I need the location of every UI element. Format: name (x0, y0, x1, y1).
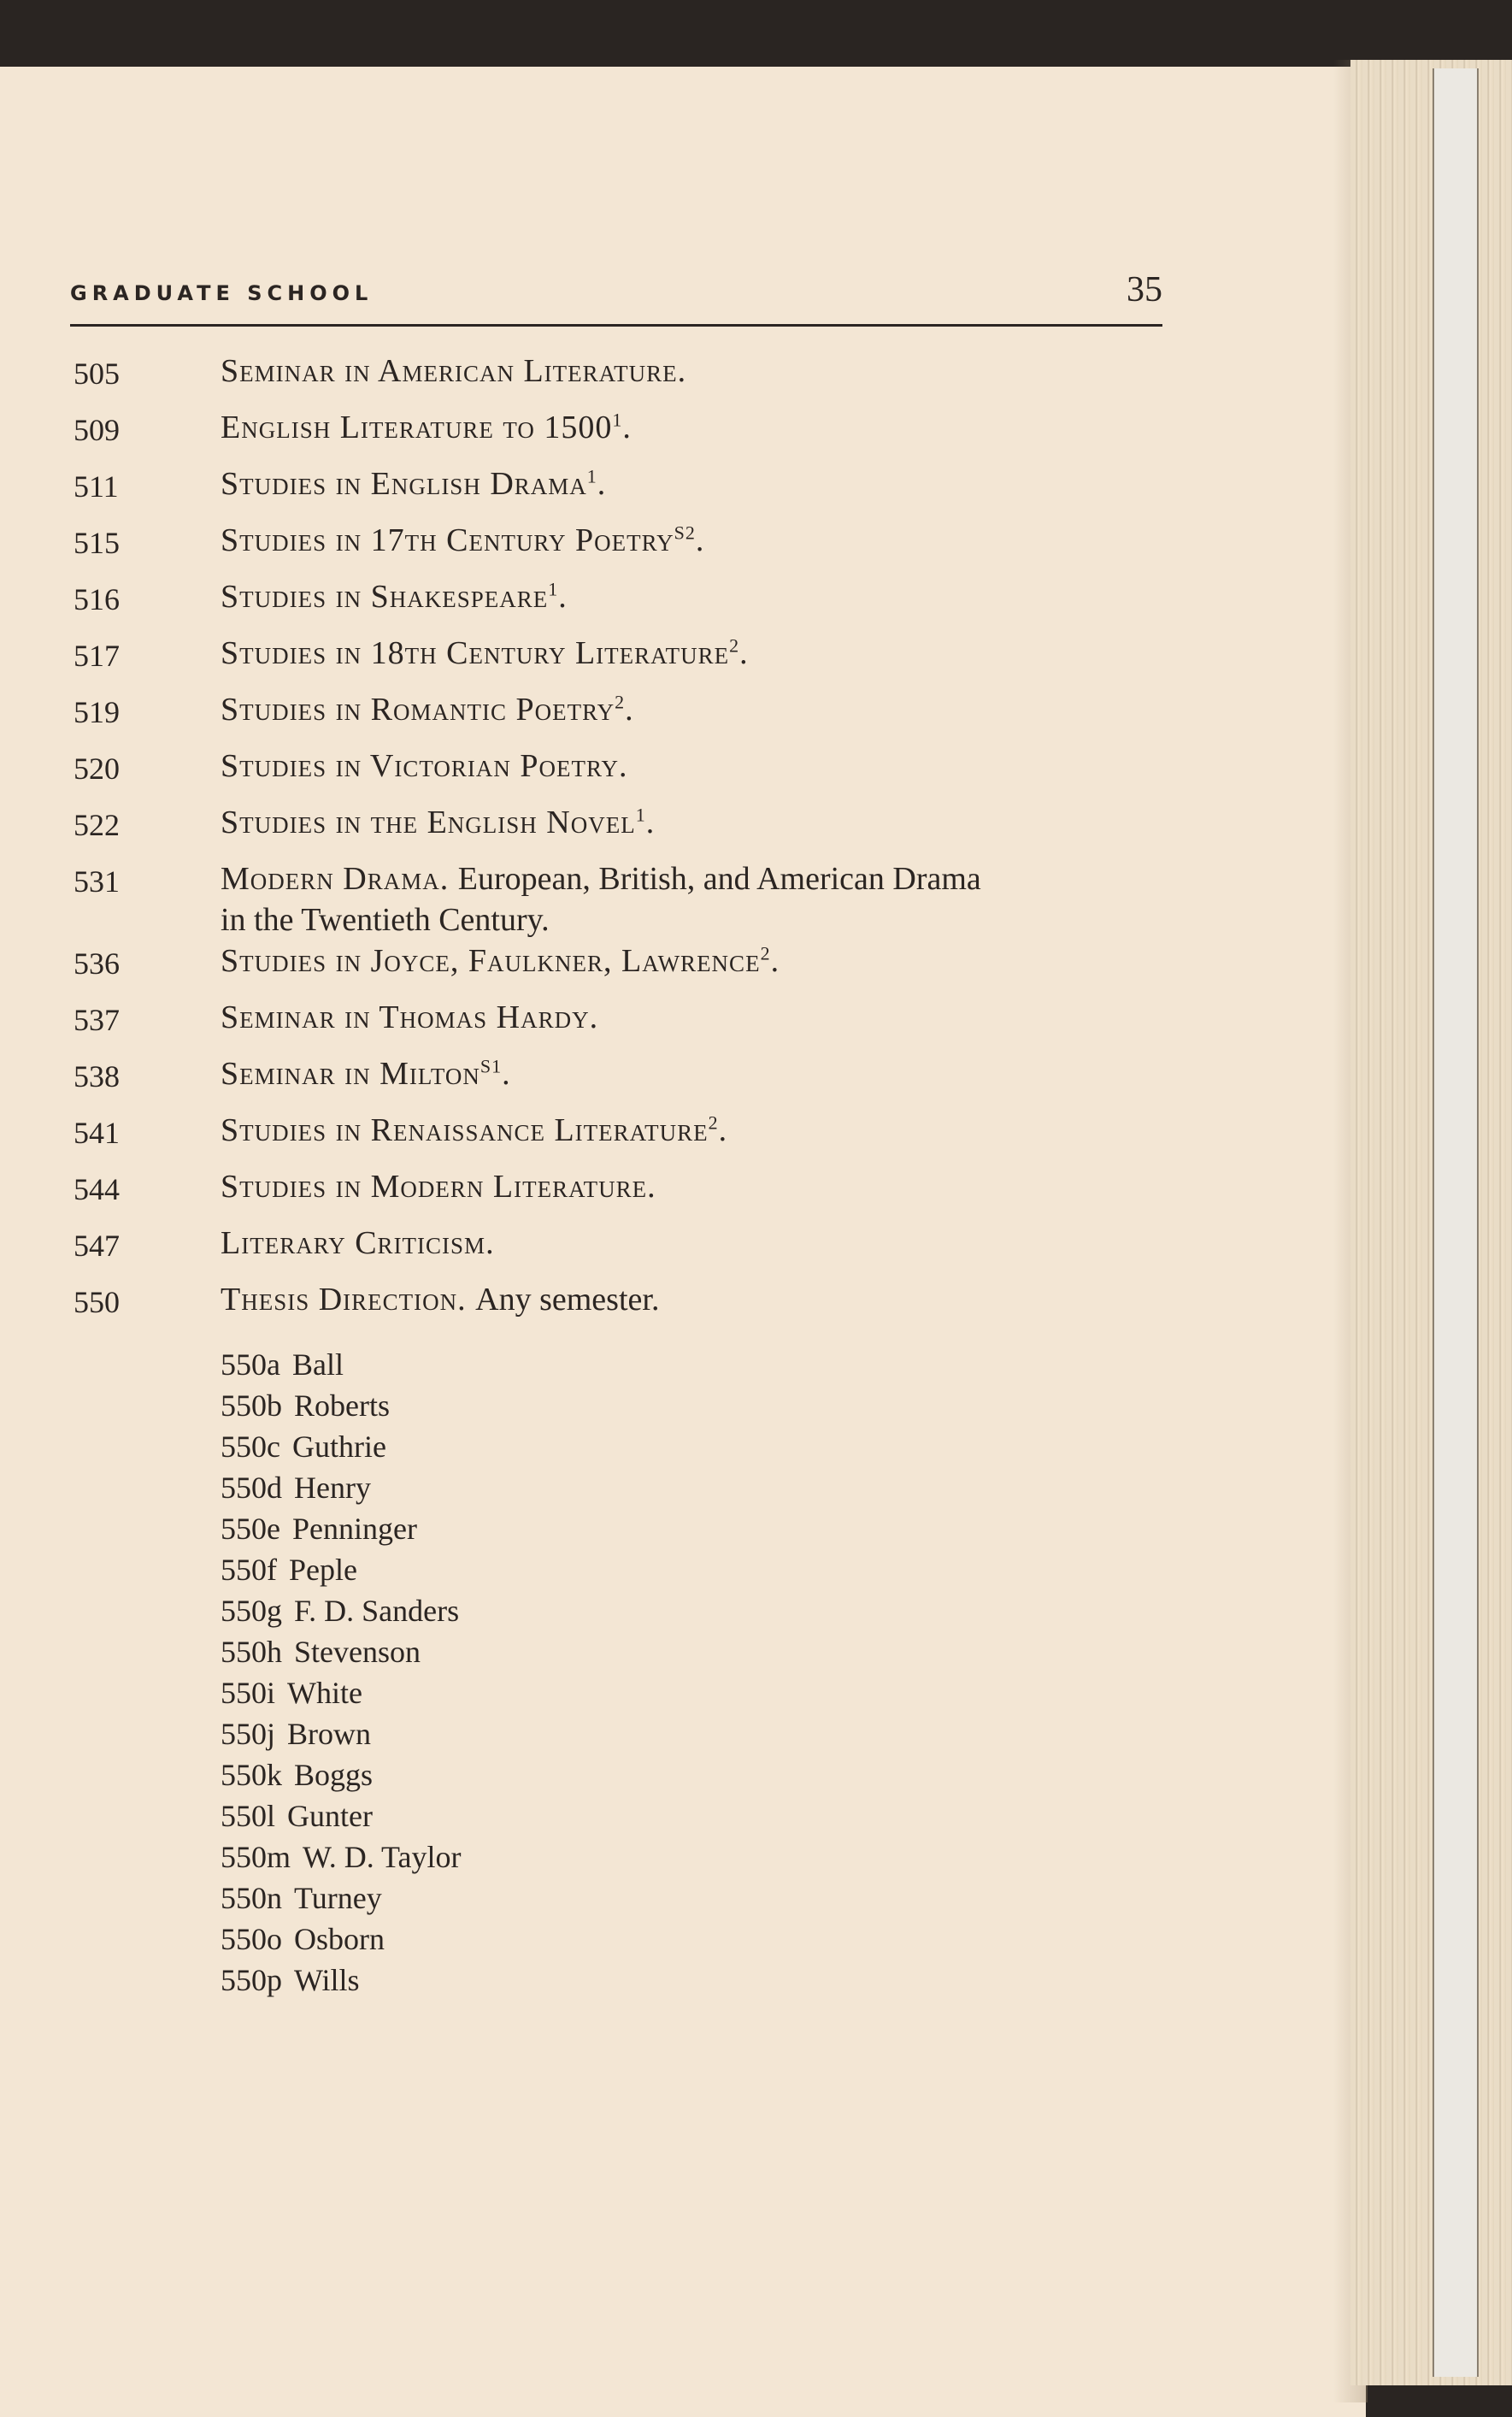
course-title-end: . (622, 410, 632, 445)
course-title (221, 520, 1185, 561)
thesis-section (221, 1631, 1185, 1672)
course-title (221, 351, 1185, 392)
section-code: 550d (221, 1471, 282, 1505)
faculty-name: F. D. Sanders (294, 1594, 460, 1628)
thesis-section (221, 1878, 1185, 1919)
section-code: 550l (221, 1799, 276, 1833)
footnote-marker: 1 (548, 578, 559, 600)
course-title-text: Studies in the English Novel (221, 805, 636, 840)
page-number: 35 (1127, 270, 1162, 309)
course-title-end: . (558, 579, 568, 615)
course-title (221, 746, 1185, 787)
course-entry (74, 463, 1185, 520)
course-number: 520 (74, 752, 120, 786)
course-entry (74, 407, 1185, 463)
course-number: 544 (74, 1172, 120, 1206)
course-number: 511 (74, 469, 119, 504)
course-title-text: Seminar in Milton (221, 1056, 480, 1092)
footnote-marker: S2 (674, 522, 696, 544)
course-number: 517 (74, 639, 120, 673)
footnote-marker: 2 (708, 1111, 719, 1134)
course-title (221, 1166, 1185, 1207)
section-code: 550c (221, 1430, 280, 1464)
thesis-section (221, 1385, 1185, 1426)
course-entry (74, 1110, 1185, 1166)
course-title (221, 1223, 1185, 1264)
course-title (221, 802, 1185, 843)
section-title: GRADUATE SCHOOL (70, 281, 374, 305)
course-entry (74, 997, 1185, 1053)
course-title-end: . (625, 692, 634, 728)
section-code: 550h (221, 1635, 282, 1669)
footnote-marker: 2 (729, 634, 740, 657)
course-title-text: Seminar in American Literature. (221, 353, 687, 389)
faculty-name: Osborn (294, 1922, 385, 1956)
course-title (221, 858, 1185, 940)
course-number: 505 (74, 357, 120, 391)
section-code: 550f (221, 1553, 277, 1587)
faculty-name: Henry (294, 1471, 371, 1505)
course-description-cont: in the Twentieth Century. (221, 902, 550, 938)
course-title-end: . (597, 466, 607, 502)
faculty-name: Penninger (291, 1512, 417, 1546)
course-title-text: Studies in Romantic Poetry (221, 692, 615, 728)
faculty-name: Guthrie (291, 1430, 386, 1464)
course-title (221, 997, 1185, 1038)
course-title-text: Studies in English Drama (221, 466, 587, 502)
course-number: 516 (74, 582, 120, 616)
faculty-name: Turney (294, 1881, 382, 1915)
thesis-section (221, 1919, 1185, 1960)
course-number: 522 (74, 808, 120, 842)
thesis-section (221, 1754, 1185, 1795)
thesis-section (221, 1960, 1185, 2001)
course-title-text: Studies in 18th Century Literature (221, 635, 730, 671)
binding-strip (1433, 68, 1479, 2377)
course-title-text: Thesis Direction. (221, 1282, 467, 1318)
course-entry (74, 1053, 1185, 1110)
course-title-end: . (695, 522, 705, 558)
course-title-end: . (645, 805, 656, 840)
thesis-section (221, 1836, 1185, 1878)
course-description: European, British, and American Drama (457, 861, 981, 897)
course-number: 550 (74, 1285, 120, 1319)
course-title (221, 1053, 1185, 1094)
footnote-marker: S1 (479, 1055, 503, 1077)
section-code: 550p (221, 1963, 282, 1997)
faculty-name: Stevenson (294, 1635, 421, 1669)
thesis-section (221, 1713, 1185, 1754)
footnote-marker: 2 (760, 942, 771, 964)
course-title-end: . (770, 943, 780, 979)
course-number: 519 (74, 695, 120, 729)
course-entry (74, 802, 1185, 858)
faculty-name: Roberts (294, 1388, 390, 1423)
course-number: 538 (74, 1059, 120, 1094)
thesis-section (221, 1549, 1185, 1590)
faculty-name: Peple (289, 1553, 357, 1587)
course-title (221, 1279, 1185, 1320)
page-stack-edge (1350, 60, 1512, 2385)
course-title (221, 407, 1185, 448)
course-title-text: Modern Drama. (221, 861, 450, 897)
thesis-section (221, 1508, 1185, 1549)
course-entry (74, 940, 1185, 997)
section-code: 550e (221, 1512, 280, 1546)
faculty-name: W. D. Taylor (303, 1840, 462, 1874)
footnote-marker: 1 (612, 409, 623, 431)
course-title-end: . (502, 1056, 511, 1092)
section-code: 550a (221, 1347, 280, 1382)
course-entry (74, 1279, 1185, 1335)
course-number: 509 (74, 413, 120, 447)
course-number: 515 (74, 526, 120, 560)
course-number: 541 (74, 1116, 120, 1150)
course-title (221, 463, 1185, 504)
course-entry (74, 1166, 1185, 1223)
course-list (74, 351, 1185, 2001)
course-title (221, 1110, 1185, 1151)
section-code: 550i (221, 1676, 276, 1710)
course-entry (74, 1223, 1185, 1279)
course-title-text: Studies in Victorian Poetry. (221, 748, 628, 784)
course-number: 547 (74, 1229, 120, 1263)
thesis-section (221, 1672, 1185, 1713)
course-number: 531 (74, 864, 120, 899)
course-title-end: . (739, 635, 749, 671)
course-entry (74, 858, 1185, 940)
course-title-text: English Literature to 1500 (221, 410, 613, 445)
section-code: 550o (221, 1922, 282, 1956)
faculty-name: Wills (294, 1963, 360, 1997)
course-entry (74, 351, 1185, 407)
thesis-section (221, 1344, 1185, 1385)
course-entry (74, 576, 1185, 633)
faculty-name: Boggs (294, 1758, 374, 1792)
section-code: 550g (221, 1594, 282, 1628)
section-code: 550m (221, 1840, 291, 1874)
footnote-marker: 2 (615, 691, 626, 713)
course-number: 536 (74, 946, 120, 981)
faculty-name: Ball (291, 1347, 344, 1382)
thesis-section (221, 1467, 1185, 1508)
course-title-text: Studies in Shakespeare (221, 579, 549, 615)
course-title (221, 576, 1185, 617)
faculty-name: Gunter (287, 1799, 373, 1833)
thesis-section-list (221, 1344, 1185, 2001)
course-title-text: Studies in Renaissance Literature (221, 1112, 709, 1148)
course-number: 537 (74, 1003, 120, 1037)
course-description: Any semester. (475, 1282, 660, 1318)
thesis-section (221, 1795, 1185, 1836)
course-title-text: Seminar in Thomas Hardy. (221, 999, 599, 1035)
footnote-marker: 1 (586, 465, 597, 487)
course-title (221, 633, 1185, 674)
course-entry (74, 520, 1185, 576)
faculty-name: Brown (287, 1717, 372, 1751)
section-code: 550b (221, 1388, 282, 1423)
footnote-marker: 1 (635, 804, 646, 826)
section-code: 550k (221, 1758, 282, 1792)
section-code: 550j (221, 1717, 276, 1751)
course-title (221, 940, 1185, 982)
course-title-text: Literary Criticism. (221, 1225, 495, 1261)
running-head (70, 270, 1162, 327)
course-title (221, 689, 1185, 730)
faculty-name: White (287, 1676, 362, 1710)
course-title-text: Studies in Joyce, Faulkner, Lawrence (221, 943, 761, 979)
section-code: 550n (221, 1881, 282, 1915)
course-title-text: Studies in 17th Century Poetry (221, 522, 674, 558)
course-title-text: Studies in Modern Literature. (221, 1169, 656, 1205)
course-entry (74, 633, 1185, 689)
thesis-section (221, 1426, 1185, 1467)
thesis-section (221, 1590, 1185, 1631)
course-entry (74, 689, 1185, 746)
course-title-end: . (718, 1112, 728, 1148)
course-entry (74, 746, 1185, 802)
